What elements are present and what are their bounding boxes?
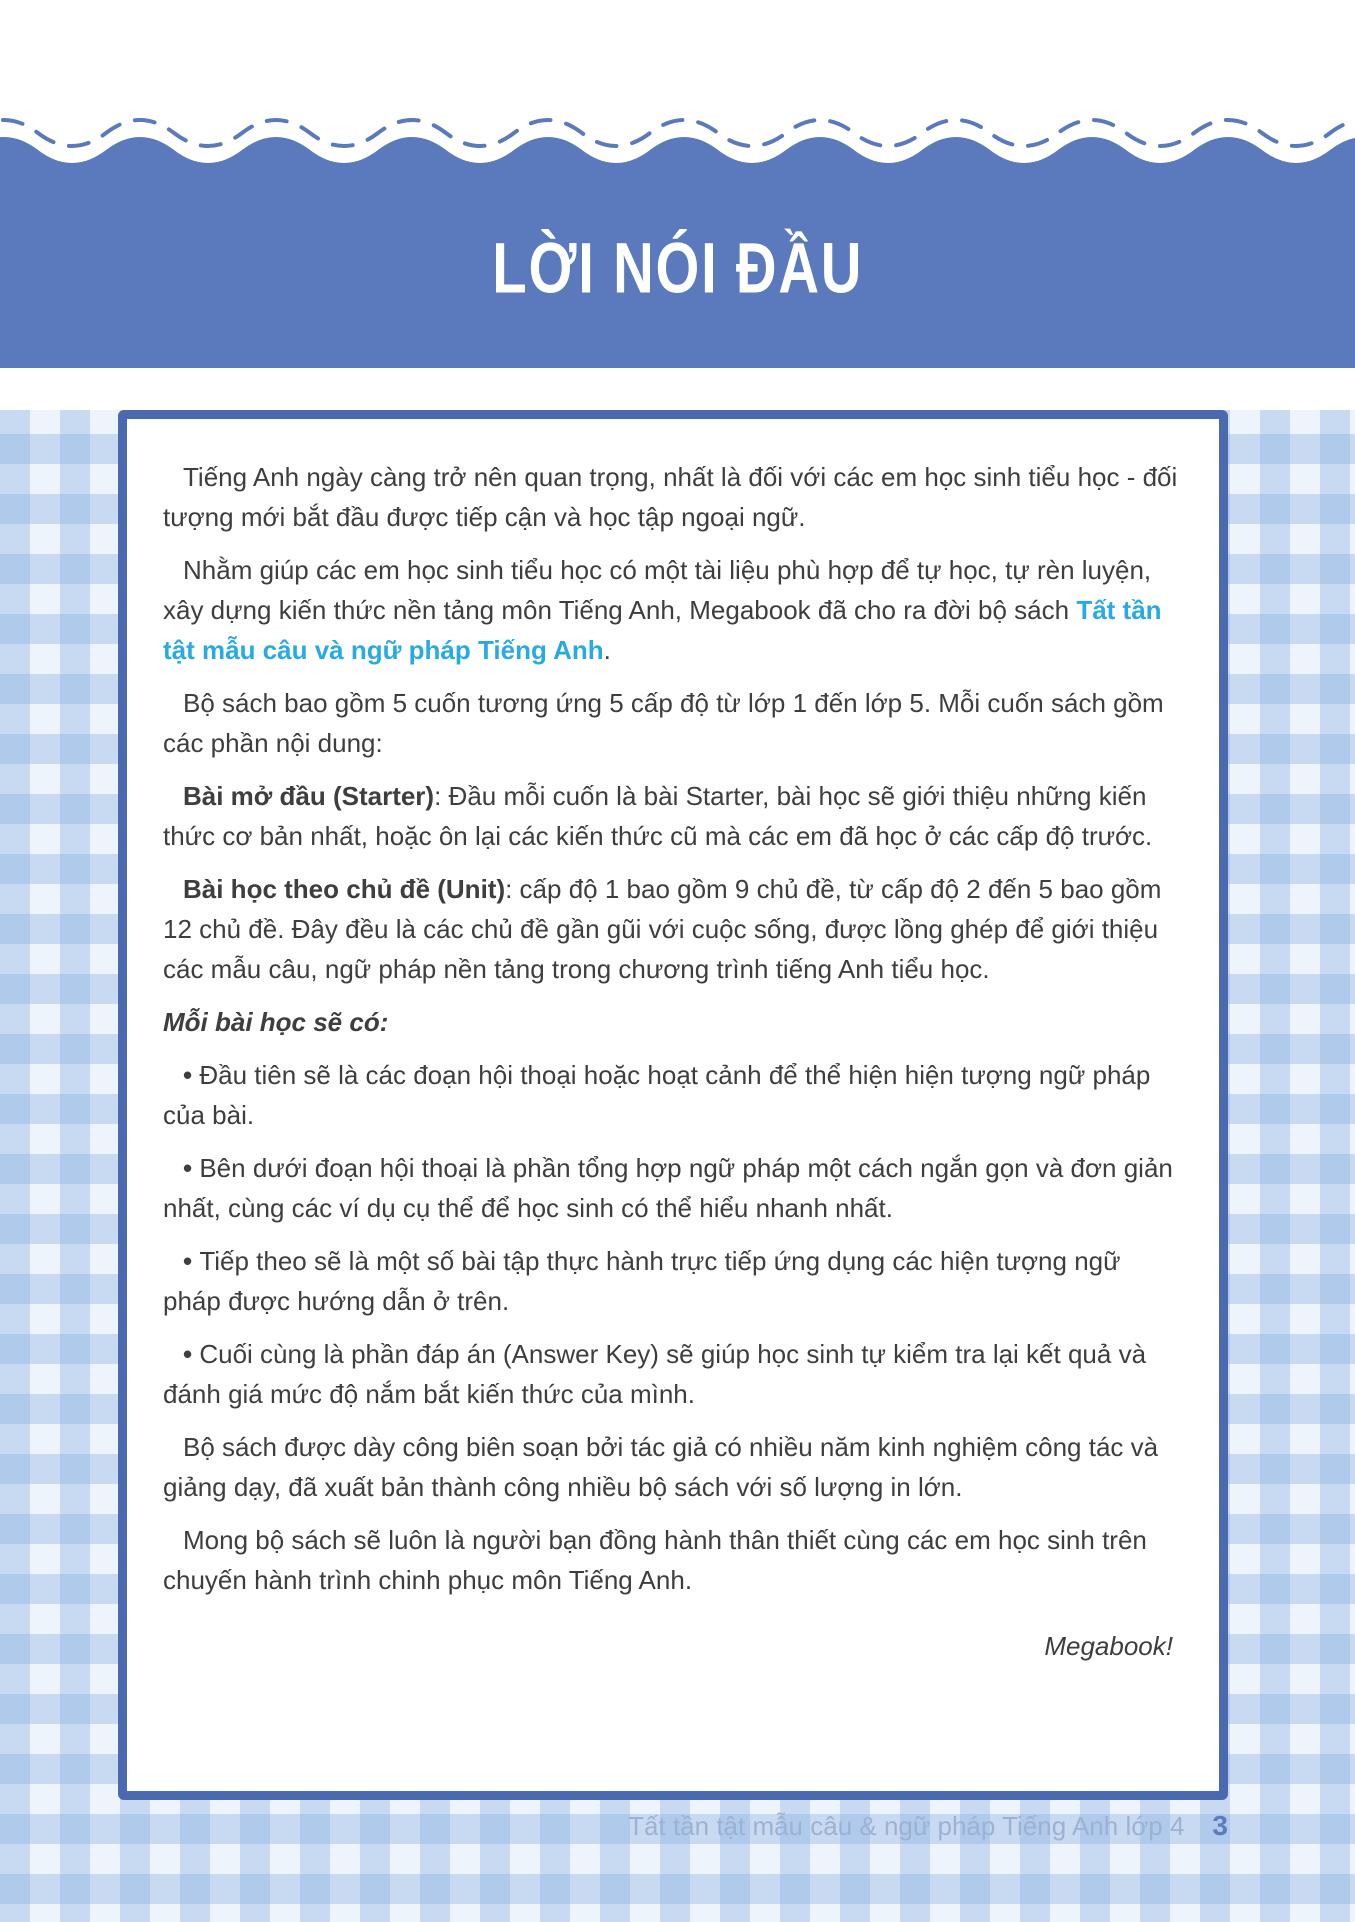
- paragraph: [163, 1520, 1179, 1600]
- text-run: Bài mở đầu (Starter): [183, 781, 435, 811]
- footer-book-title: Tất tần tật mẫu câu & ngữ pháp Tiếng Anh lớp 4: [628, 1811, 1185, 1841]
- paragraph: [163, 1002, 1179, 1042]
- bullet-item: [163, 1334, 1179, 1414]
- paragraph: [163, 683, 1179, 763]
- preface-paragraphs: [163, 457, 1179, 1666]
- text-run: Megabook!: [1044, 1631, 1173, 1661]
- paragraph: [163, 1626, 1179, 1666]
- text-run: Tiếng Anh ngày càng trở nên quan trọng, nhất là đối với các em học sinh tiểu học - đối tượng mới bắt đầu được tiếp cận và học tập ngoại ngữ.: [163, 462, 1178, 532]
- paragraph: [163, 776, 1179, 856]
- text-run: : cấp độ 1 bao gồm 9 chủ đề, từ cấp độ 2 đến 5 bao gồm 12 chủ đề. Đây đều là các chủ đề gần gũi với cuộc sống, được lồng ghép để giới thiệu các mẫu câu, ngữ pháp nền tảng trong chương trình tiếng Anh tiểu học.: [163, 874, 1162, 984]
- text-run: Tất tần tật mẫu câu và ngữ pháp Tiếng Anh: [163, 595, 1162, 665]
- text-run: Bộ sách bao gồm 5 cuốn tương ứng 5 cấp độ từ lớp 1 đến lớp 5. Mỗi cuốn sách gồm các phần nội dung:: [163, 688, 1164, 758]
- text-run: .: [603, 635, 611, 665]
- bullet-item: [163, 1148, 1179, 1228]
- paragraph: [163, 1427, 1179, 1507]
- page-title: LỜI NÓI ĐẦU: [492, 227, 863, 309]
- bullet-marker: •: [183, 1060, 200, 1090]
- bullet-item: [163, 1055, 1179, 1135]
- paragraph: [163, 457, 1179, 537]
- text-run: Cuối cùng là phần đáp án (Answer Key) sẽ giúp học sinh tự kiểm tra lại kết quả và đánh giá mức độ nắm bắt kiến thức của mình.: [163, 1339, 1147, 1409]
- page-footer: [118, 1810, 1228, 1842]
- preface-banner: [0, 182, 1355, 368]
- text-run: Đầu tiên sẽ là các đoạn hội thoại hoặc hoạt cảnh để thể hiện hiện tượng ngữ pháp của bài.: [163, 1060, 1151, 1130]
- text-run: Nhằm giúp các em học sinh tiểu học có một tài liệu phù hợp để tự học, tự rèn luyện, xây dựng kiến thức nền tảng môn Tiếng Anh, Megabook đã cho ra đời bộ sách: [163, 555, 1152, 625]
- page-background: [0, 410, 1355, 1922]
- text-run: : Đầu mỗi cuốn là bài Starter, bài học sẽ giới thiệu những kiến thức cơ bản nhất, hoặc ôn lại các kiến thức cũ mà các em đã học ở các cấp độ trước.: [163, 781, 1153, 851]
- text-run: Bộ sách được dày công biên soạn bởi tác giả có nhiều năm kinh nghiệm công tác và giảng dạy, đã xuất bản thành công nhiều bộ sách với số lượng in lớn.: [163, 1432, 1159, 1502]
- text-run: Bài học theo chủ đề (Unit): [183, 874, 506, 904]
- text-run: Mỗi bài học sẽ có:: [163, 1007, 389, 1037]
- page-top-margin: [0, 0, 1355, 112]
- bullet-marker: •: [183, 1339, 200, 1369]
- bullet-marker: •: [183, 1153, 200, 1183]
- bullet-item: [163, 1241, 1179, 1321]
- paragraph: [163, 550, 1179, 670]
- banner-wave-decoration: [0, 112, 1355, 182]
- text-run: Tiếp theo sẽ là một số bài tập thực hành trực tiếp ứng dụng các hiện tượng ngữ pháp được hướng dẫn ở trên.: [163, 1246, 1121, 1316]
- page-number: 3: [1212, 1810, 1228, 1841]
- text-run: Mong bộ sách sẽ luôn là người bạn đồng hành thân thiết cùng các em học sinh trên chuyến hành trình chinh phục môn Tiếng Anh.: [163, 1525, 1147, 1595]
- paragraph: [163, 869, 1179, 989]
- bullet-marker: •: [183, 1246, 200, 1276]
- text-run: Bên dưới đoạn hội thoại là phần tổng hợp ngữ pháp một cách ngắn gọn và đơn giản nhất, cùng các ví dụ cụ thể để học sinh có thể hiểu nhanh nhất.: [163, 1153, 1173, 1223]
- preface-card: [118, 410, 1228, 1800]
